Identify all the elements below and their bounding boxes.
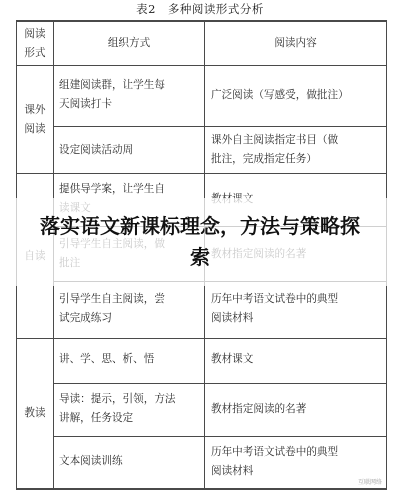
table-row-6-organization: 讲、学、思、析、悟 — [59, 353, 155, 365]
type-extracurricular: 课外 阅读 — [24, 103, 46, 135]
table-row-2-organization: 设定阅读活动周 — [59, 144, 134, 156]
header-organization: 组织方式 — [107, 37, 151, 49]
type-teacher-reading: 教读 — [24, 407, 46, 419]
table-row-5-organization: 引导学生自主阅读，尝 试完成练习 — [59, 293, 165, 324]
watermark: 互联网络 — [358, 479, 383, 486]
table-row-8-organization: 文本阅读训练 — [59, 455, 123, 467]
header-content: 阅读内容 — [274, 37, 317, 49]
table-row-3-organization: 提供导学案，让学生自 — [59, 183, 165, 195]
table-row-6-content: 教材课文 — [211, 353, 254, 365]
table-caption: 表2 多种阅读形式分析 — [136, 2, 264, 16]
table-row-5-content: 历年中考语文试卷中的典型 阅读材料 — [211, 293, 339, 324]
banner-title: 落实语文新课标理念，方法与策略探索 — [40, 214, 360, 269]
header-form: 阅读 形式 — [24, 27, 46, 59]
table-row-1-content: 广泛阅读（写感受，做批注） — [211, 89, 349, 101]
title-banner — [0, 198, 400, 286]
table-row-1-organization: 组建阅读群，让学生每 天阅读打卡 — [59, 79, 165, 110]
table-row-2-content: 课外自主阅读指定书目（做 批注，完成指定任务） — [211, 134, 339, 165]
table-row-7-content: 教材指定阅读的名著 — [211, 403, 307, 415]
table-row-7-organization: 导读：提示，引领，方法 讲解，任务设定 — [59, 393, 176, 424]
table-row-8-content: 历年中考语文试卷中的典型 阅读材料 — [211, 446, 339, 477]
